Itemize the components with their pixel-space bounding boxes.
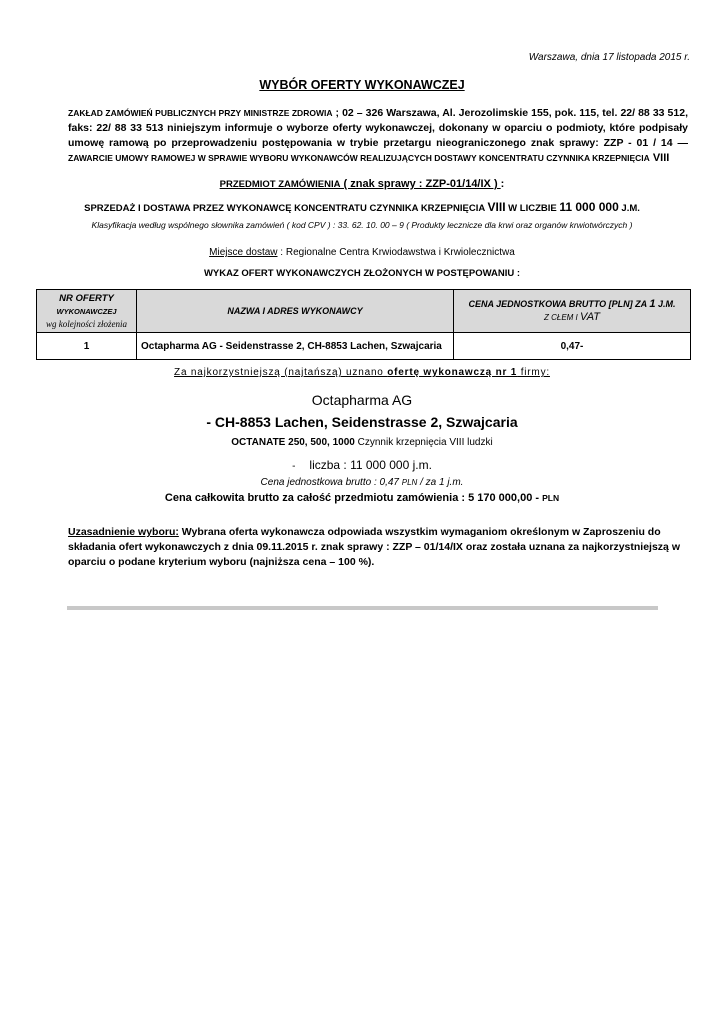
institution-name: ZAKŁAD ZAMÓWIEŃ PUBLICZNYCH PRZY MINISTRZE ZDROWIA (68, 108, 333, 118)
winner-unit-price (0, 477, 724, 488)
header-price-vat: VAT (580, 311, 600, 323)
order-subject (0, 178, 724, 190)
offer-number-cell: 1 (37, 333, 137, 360)
delivery-value: : Regionalne Centra Krwiodawstwa i Krwiolecznictwa (277, 247, 515, 258)
contractor-cell: Octapharma AG - Seidenstrasse 2, CH-8853 Lachen, Szwajcaria (137, 333, 454, 360)
header-offer-number (37, 290, 137, 333)
header-price-b: J.M. (655, 299, 676, 309)
bottom-divider (67, 606, 658, 610)
intro-subject: ZAWARCIE UMOWY RAMOWEJ W SPRAWIE WYBORU WYKONAWCÓW REALIZUJĄCYCH DOSTAWY KONCENTRATU CZYNNIKA KRZEPNIĘCIA (68, 153, 650, 163)
document-date: Warszawa, dnia 17 listopada 2015 r. (528, 52, 690, 63)
winner-quantity (0, 458, 724, 472)
best-offer-number: ofertę wykonawczą nr 1 (387, 367, 518, 378)
header-contractor: NAZWA I ADRES WYKONAWCY (137, 290, 454, 333)
best-offer-statement (0, 367, 724, 378)
offers-list-header: WYKAZ OFERT WYKONAWCZYCH ZŁOŻONYCH W POSTĘPOWANIU : (203, 268, 521, 279)
product-description: Czynnik krzepnięcia VIII ludzki (354, 437, 493, 448)
header-price-c: Z CŁEM I (544, 313, 581, 322)
header-offer-number-b: WYKONAWCZEJ (56, 307, 117, 316)
justification-text: Wybrana oferta wykonawcza odpowiada wszystkim wymaganiom określonym w Zaproszeniu do składania ofert wykonawczych z dnia 09.11.2015 r. znak sprawy : ZZP – 01/14/IX oraz została uznana za najkorzystniejszą w oparciu o podane kryterium wyboru (najniższa cena – 100 %). (68, 526, 680, 568)
winner-name: Octapharma AG (311, 392, 413, 408)
winner-total-price (0, 492, 724, 504)
subject-colon: : (500, 178, 505, 190)
intro-subject-number: VIII (649, 152, 670, 164)
quantity-dash: - (292, 461, 296, 472)
table-header-row (37, 290, 691, 333)
best-pre: Za najkorzystniejszą (najtańszą) uznano (174, 367, 388, 378)
winner-address: - CH-8853 Lachen, Seidenstrasse 2, Szwajcaria (206, 414, 518, 430)
quantity-value: liczba : 11 000 000 j.m. (309, 458, 432, 472)
table-row (37, 333, 691, 360)
sale-text: SPRZEDAŻ I DOSTAWA PRZEZ WYKONAWCĘ KONCENTRATU CZYNNIKA KRZEPNIĘCIA (84, 203, 488, 214)
price-cell: 0,47- (454, 333, 691, 360)
best-post: firmy: (517, 367, 550, 378)
header-price-num: 1 (649, 298, 656, 310)
document-title: WYBÓR OFERTY WYKONAWCZEJ (259, 78, 465, 92)
header-offer-number-a: NR OFERTY (59, 293, 114, 304)
product-name: OCTANATE 250, 500, 1000 (231, 437, 355, 448)
subject-label: PRZEDMIOT ZAMÓWIENIA (219, 179, 341, 190)
intro-text: ; 02 – 326 Warszawa, Al. Jerozolimskie 155, pok. 115, tel. 22/ 88 33 512, faks: 22/ 88 33 513 niniejszym informuje o wyborze oferty wykonawczej, dokonany w oparciu o podmioty, które podpisały umowę ramową po przeprowadzeniu postępowania w trybie przetargu nieograniczonego znak sprawy: ZZP - 01 / 14 — (68, 107, 688, 149)
header-unit-price (454, 290, 691, 333)
sale-unit: J.M. (618, 203, 640, 214)
offers-table (36, 289, 691, 360)
intro-paragraph (68, 106, 688, 166)
sale-factor: VIII (487, 200, 506, 214)
total-text: Cena całkowita brutto za całość przedmiotu zamówienia : 5 170 000,00 - (164, 492, 543, 504)
sale-mid: W LICZBIE (505, 203, 560, 214)
delivery-place (0, 247, 724, 258)
justification-label: Uzasadnienie wyboru: (68, 526, 179, 538)
header-price-a: CENA JEDNOSTKOWA BRUTTO [PLN] ZA (468, 299, 650, 309)
sale-amount: 11 000 000 (559, 200, 619, 214)
header-offer-number-c: wg kolejności złożenia (46, 319, 127, 329)
case-number: ( znak sprawy : ZZP-01/14/IX ) (340, 178, 501, 190)
total-currency: PLN (542, 493, 560, 503)
delivery-label: Miejsce dostaw (209, 247, 278, 258)
justification (68, 525, 684, 570)
cpv-classification: Klasyfikacja według wspólnego słownika zamówień ( kod CPV ) : 33. 62. 10. 00 – 9 ( Produkty lecznicze dla krwi oraz organów krwiotwórczych ) (91, 220, 633, 230)
unit-price-pre: Cena jednostkowa brutto : 0,47 (260, 477, 402, 488)
sale-description (0, 200, 724, 214)
unit-price-post: / za 1 j.m. (417, 477, 464, 488)
unit-price-currency: PLN (401, 478, 418, 487)
winner-product (0, 437, 724, 448)
